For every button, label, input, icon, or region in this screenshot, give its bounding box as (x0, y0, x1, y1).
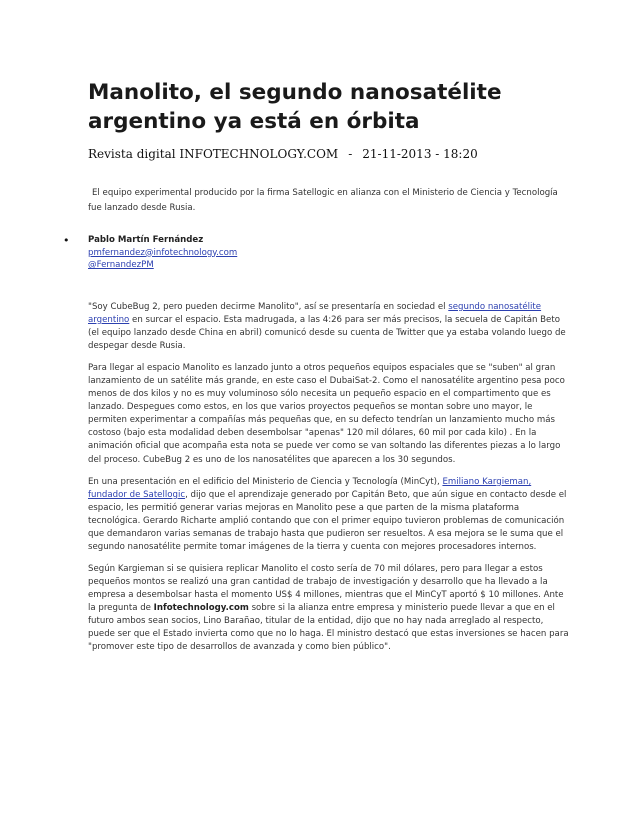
text-line (88, 314, 560, 327)
byline (88, 147, 568, 161)
text-line: empresa a desembolsar hasta el momento US$ 4 millones, mientras que el MinCyT aportó $ 10 millones. Ante (88, 589, 564, 600)
publication-name: Revista digital INFOTECHNOLOGY.COM (88, 147, 339, 161)
nanosatellite-link-cont[interactable]: argentino (88, 315, 130, 326)
text-line: despegar desde Rusia. (88, 341, 186, 352)
text-line: "promover este tipo de desarrollos de avanzada y como bien público". (88, 642, 391, 653)
text-line: lanzado. Despegues como estos, en los que varios proyectos pequeños se montan sobre uno mayor, le (88, 402, 533, 413)
lead-line: El equipo experimental producido por la firma Satellogic en alianza con el Ministerio de Ciencia y Tecnología (92, 188, 558, 198)
article-body (88, 301, 569, 663)
text-line: puede ser que el Estado invierta como que no lo haga. El ministro destacó que estas inversiones se hacen para (88, 629, 569, 640)
text-line: (el equipo lanzado desde China en abril) comunicó desde su cuenta de Twitter que ya estaba volando luego de (88, 328, 566, 339)
text-line (88, 489, 567, 502)
text-line: espacio, les permitió generar varias mejoras en Manolito pese a que parten de la misma plataforma (88, 502, 520, 513)
text-line: futuro ambos sean socios, Lino Barañao, titular de la entidad, dijo que no hay nada arreglado al respecto, (88, 616, 544, 627)
text-line: del proceso. CubeBug 2 es uno de los nanosatélites que aparecen a los 30 segundos. (88, 454, 456, 465)
author-twitter-link[interactable]: @FernandezPM (88, 260, 154, 270)
text-line: Según Kargieman si se quisiera replicar Manolito el costo sería de 70 mil dólares, pero para llegar a estos (88, 563, 543, 574)
text-line: pequeños montos se realizó una gran cantidad de trabajo de investigación y desarrollo que ha llevado a la (88, 576, 548, 587)
text-span: en surcar el espacio. Esta madrugada, a las 4:26 para ser más precisos, la secuela de Capitán Beto (129, 315, 560, 326)
paragraph-1 (88, 301, 566, 353)
paragraph-3 (88, 476, 567, 554)
text-line: Para llegar al espacio Manolito es lanzado junto a otros pequeños equipos espaciales que se "suben" al gran (88, 363, 556, 374)
text-line (88, 476, 550, 489)
text-line (88, 602, 555, 615)
text-line: lanzamiento de un satélite más grande, en este caso el DubaiSat-2. Como el nanosatélite argentino pesa poco (88, 376, 565, 387)
paragraph-2 (88, 362, 565, 466)
publication-datetime: 21-11-2013 - 18:20 (362, 147, 478, 161)
author-name: Pablo Martín Fernández (88, 235, 204, 245)
text-span: "Soy CubeBug 2, pero pueden decirme Manolito", así se presentaría en sociedad el (88, 302, 449, 312)
article-title: Manolito, el segundo nanosatélite argentino ya está en órbita (88, 80, 502, 134)
text-line: menos de dos kilos y no es muy voluminoso sólo necesita un pequeño espacio en el compartimento que es (88, 389, 551, 400)
infotechnology-bold: Infotechnology.com (153, 602, 249, 613)
text-line: costoso (bajo esta modalidad deben desembolsar "apenas" 120 mil dólares, 60 mil por cada kilo) . En la (88, 428, 537, 439)
nanosatellite-link[interactable]: segundo nanosatélite (448, 302, 542, 312)
author-block (88, 234, 388, 272)
kargieman-link[interactable]: Emiliano Kargieman, (442, 476, 532, 487)
text-line: tecnológica. Gerardo Richarte amplió contando que con el primer equipo tuvieron problemas de comunicación (88, 515, 565, 526)
text-line (88, 301, 550, 314)
text-span: sobre si la alianza entre empresa y ministerio puede llevar a que en el (248, 602, 555, 613)
text-line: segundo nanosatélite permite tomar imágenes de la tierra y cuenta con mejores procesadores internos. (88, 541, 537, 552)
lead-line: fue lanzado desde Rusia. (88, 203, 196, 213)
text-line: permiten experimentar a compañías más pequeñas que, en su defecto tendrían un lanzamiento mucho más (88, 415, 555, 426)
text-span: la pregunta de (88, 602, 154, 613)
author-email-link[interactable]: pmfernandez@infotechnology.com (88, 247, 238, 258)
text-line: animación oficial que acompaña esta nota se puede ver como se van soltando las diferentes piezas a lo largo (88, 441, 561, 452)
paragraph-4 (88, 563, 569, 654)
text-span: , dijo que el aprendizaje generado por Capitán Beto, que aún sigue en contacto desde el (185, 489, 567, 500)
byline-separator: - (348, 147, 353, 161)
text-span: En una presentación en el edificio del Ministerio de Ciencia y Tecnología (MinCyt), (88, 476, 443, 487)
article-lead (88, 186, 558, 216)
text-line: que demandaron varias semanas de trabajo hasta que pudieron ser resueltos. A esa mejora se le suma que el (88, 528, 564, 539)
bullet-icon: • (63, 234, 70, 247)
kargieman-link-cont[interactable]: fundador de Satellogic (88, 489, 186, 500)
